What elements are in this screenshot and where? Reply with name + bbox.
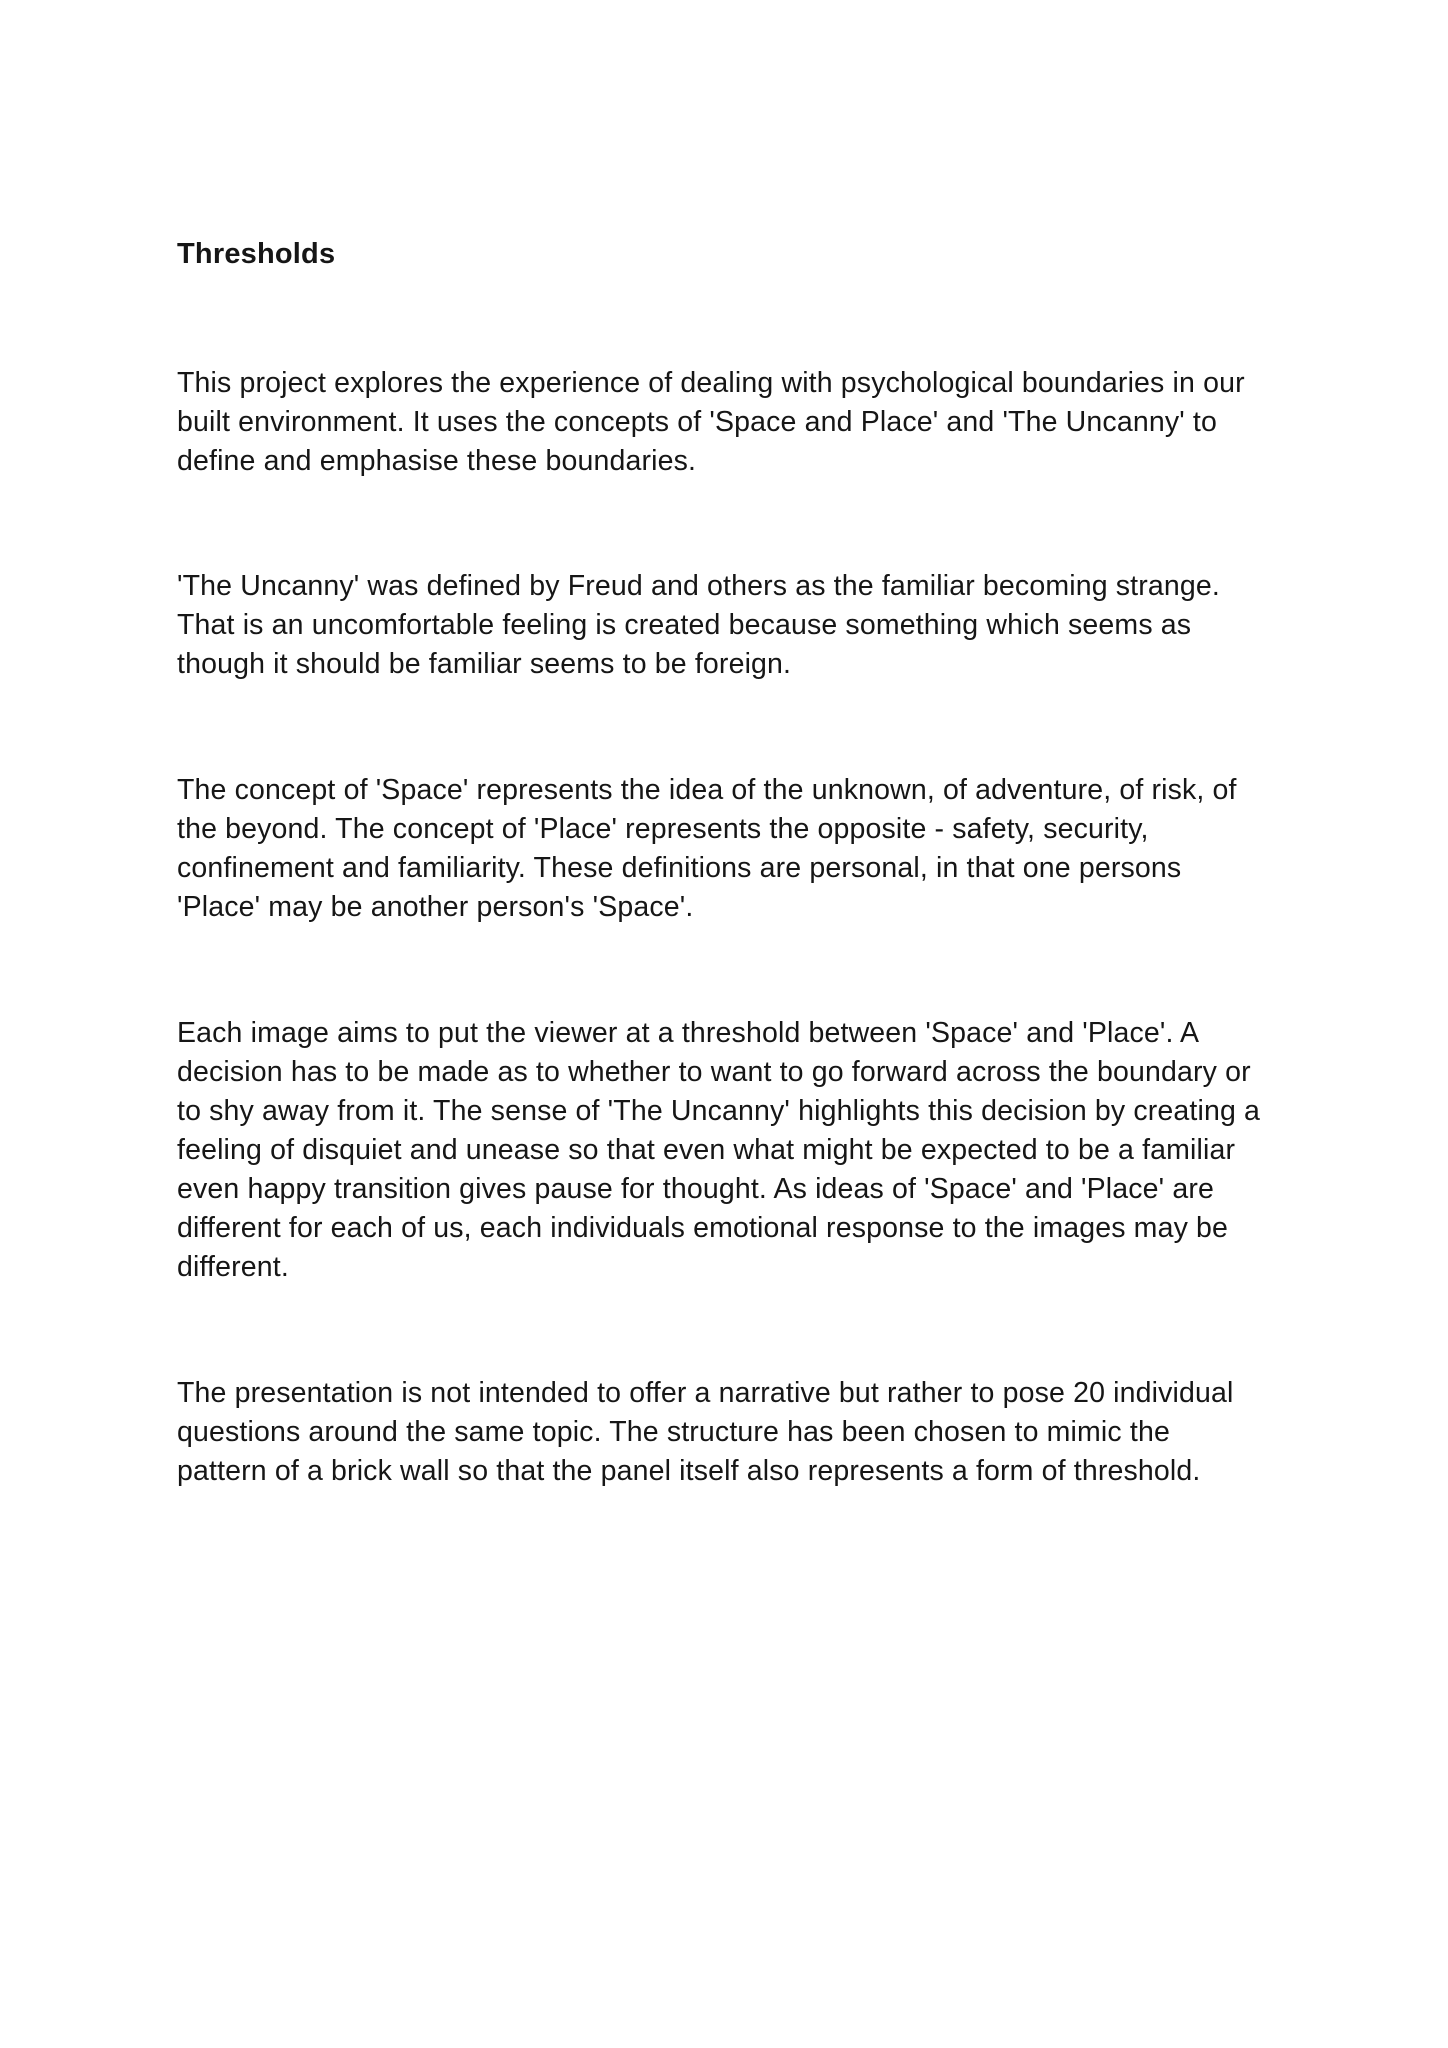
paragraph-line: different. [177, 1251, 289, 1283]
paragraph-line: The presentation is not intended to offer a narrative but rather to pose 20 individual [177, 1377, 1234, 1409]
paragraph-line: The concept of 'Space' represents the idea of the unknown, of adventure, of risk, of [177, 774, 1237, 806]
paragraph-line: pattern of a brick wall so that the panel itself also represents a form of threshold. [177, 1455, 1201, 1487]
paragraph-line: 'Place' may be another person's 'Space'. [177, 891, 694, 923]
paragraph-intro [177, 364, 1337, 481]
paragraph-line: That is an uncomfortable feeling is created because something which seems as [177, 609, 1192, 641]
paragraph-line: define and emphasise these boundaries. [177, 445, 697, 477]
paragraph-presentation [177, 1374, 1337, 1491]
paragraph-line: the beyond. The concept of 'Place' represents the opposite - safety, security, [177, 813, 1149, 845]
paragraph-space-place [177, 771, 1337, 927]
paragraph-line: This project explores the experience of dealing with psychological boundaries in our [177, 367, 1245, 399]
paragraph-uncanny [177, 567, 1337, 684]
paragraph-line: even happy transition gives pause for thought. As ideas of 'Space' and 'Place' are [177, 1173, 1214, 1205]
paragraph-line: different for each of us, each individuals emotional response to the images may be [177, 1212, 1229, 1244]
paragraph-threshold [177, 1014, 1337, 1287]
paragraph-line: feeling of disquiet and unease so that even what might be expected to be a familiar [177, 1134, 1236, 1166]
paragraph-line: though it should be familiar seems to be foreign. [177, 648, 792, 680]
paragraph-line: Each image aims to put the viewer at a threshold between 'Space' and 'Place'. A [177, 1017, 1200, 1049]
paragraph-line: 'The Uncanny' was defined by Freud and others as the familiar becoming strange. [177, 570, 1220, 602]
paragraph-line: built environment. It uses the concepts of 'Space and Place' and 'The Uncanny' to [177, 406, 1217, 438]
paragraph-line: questions around the same topic. The structure has been chosen to mimic the [177, 1416, 1170, 1448]
paragraph-line: confinement and familiarity. These definitions are personal, in that one persons [177, 852, 1182, 884]
paragraph-line: to shy away from it. The sense of 'The Uncanny' highlights this decision by creating a [177, 1095, 1261, 1127]
paragraph-line: decision has to be made as to whether to want to go forward across the boundary or [177, 1056, 1251, 1088]
document-title: Thresholds [177, 238, 336, 270]
